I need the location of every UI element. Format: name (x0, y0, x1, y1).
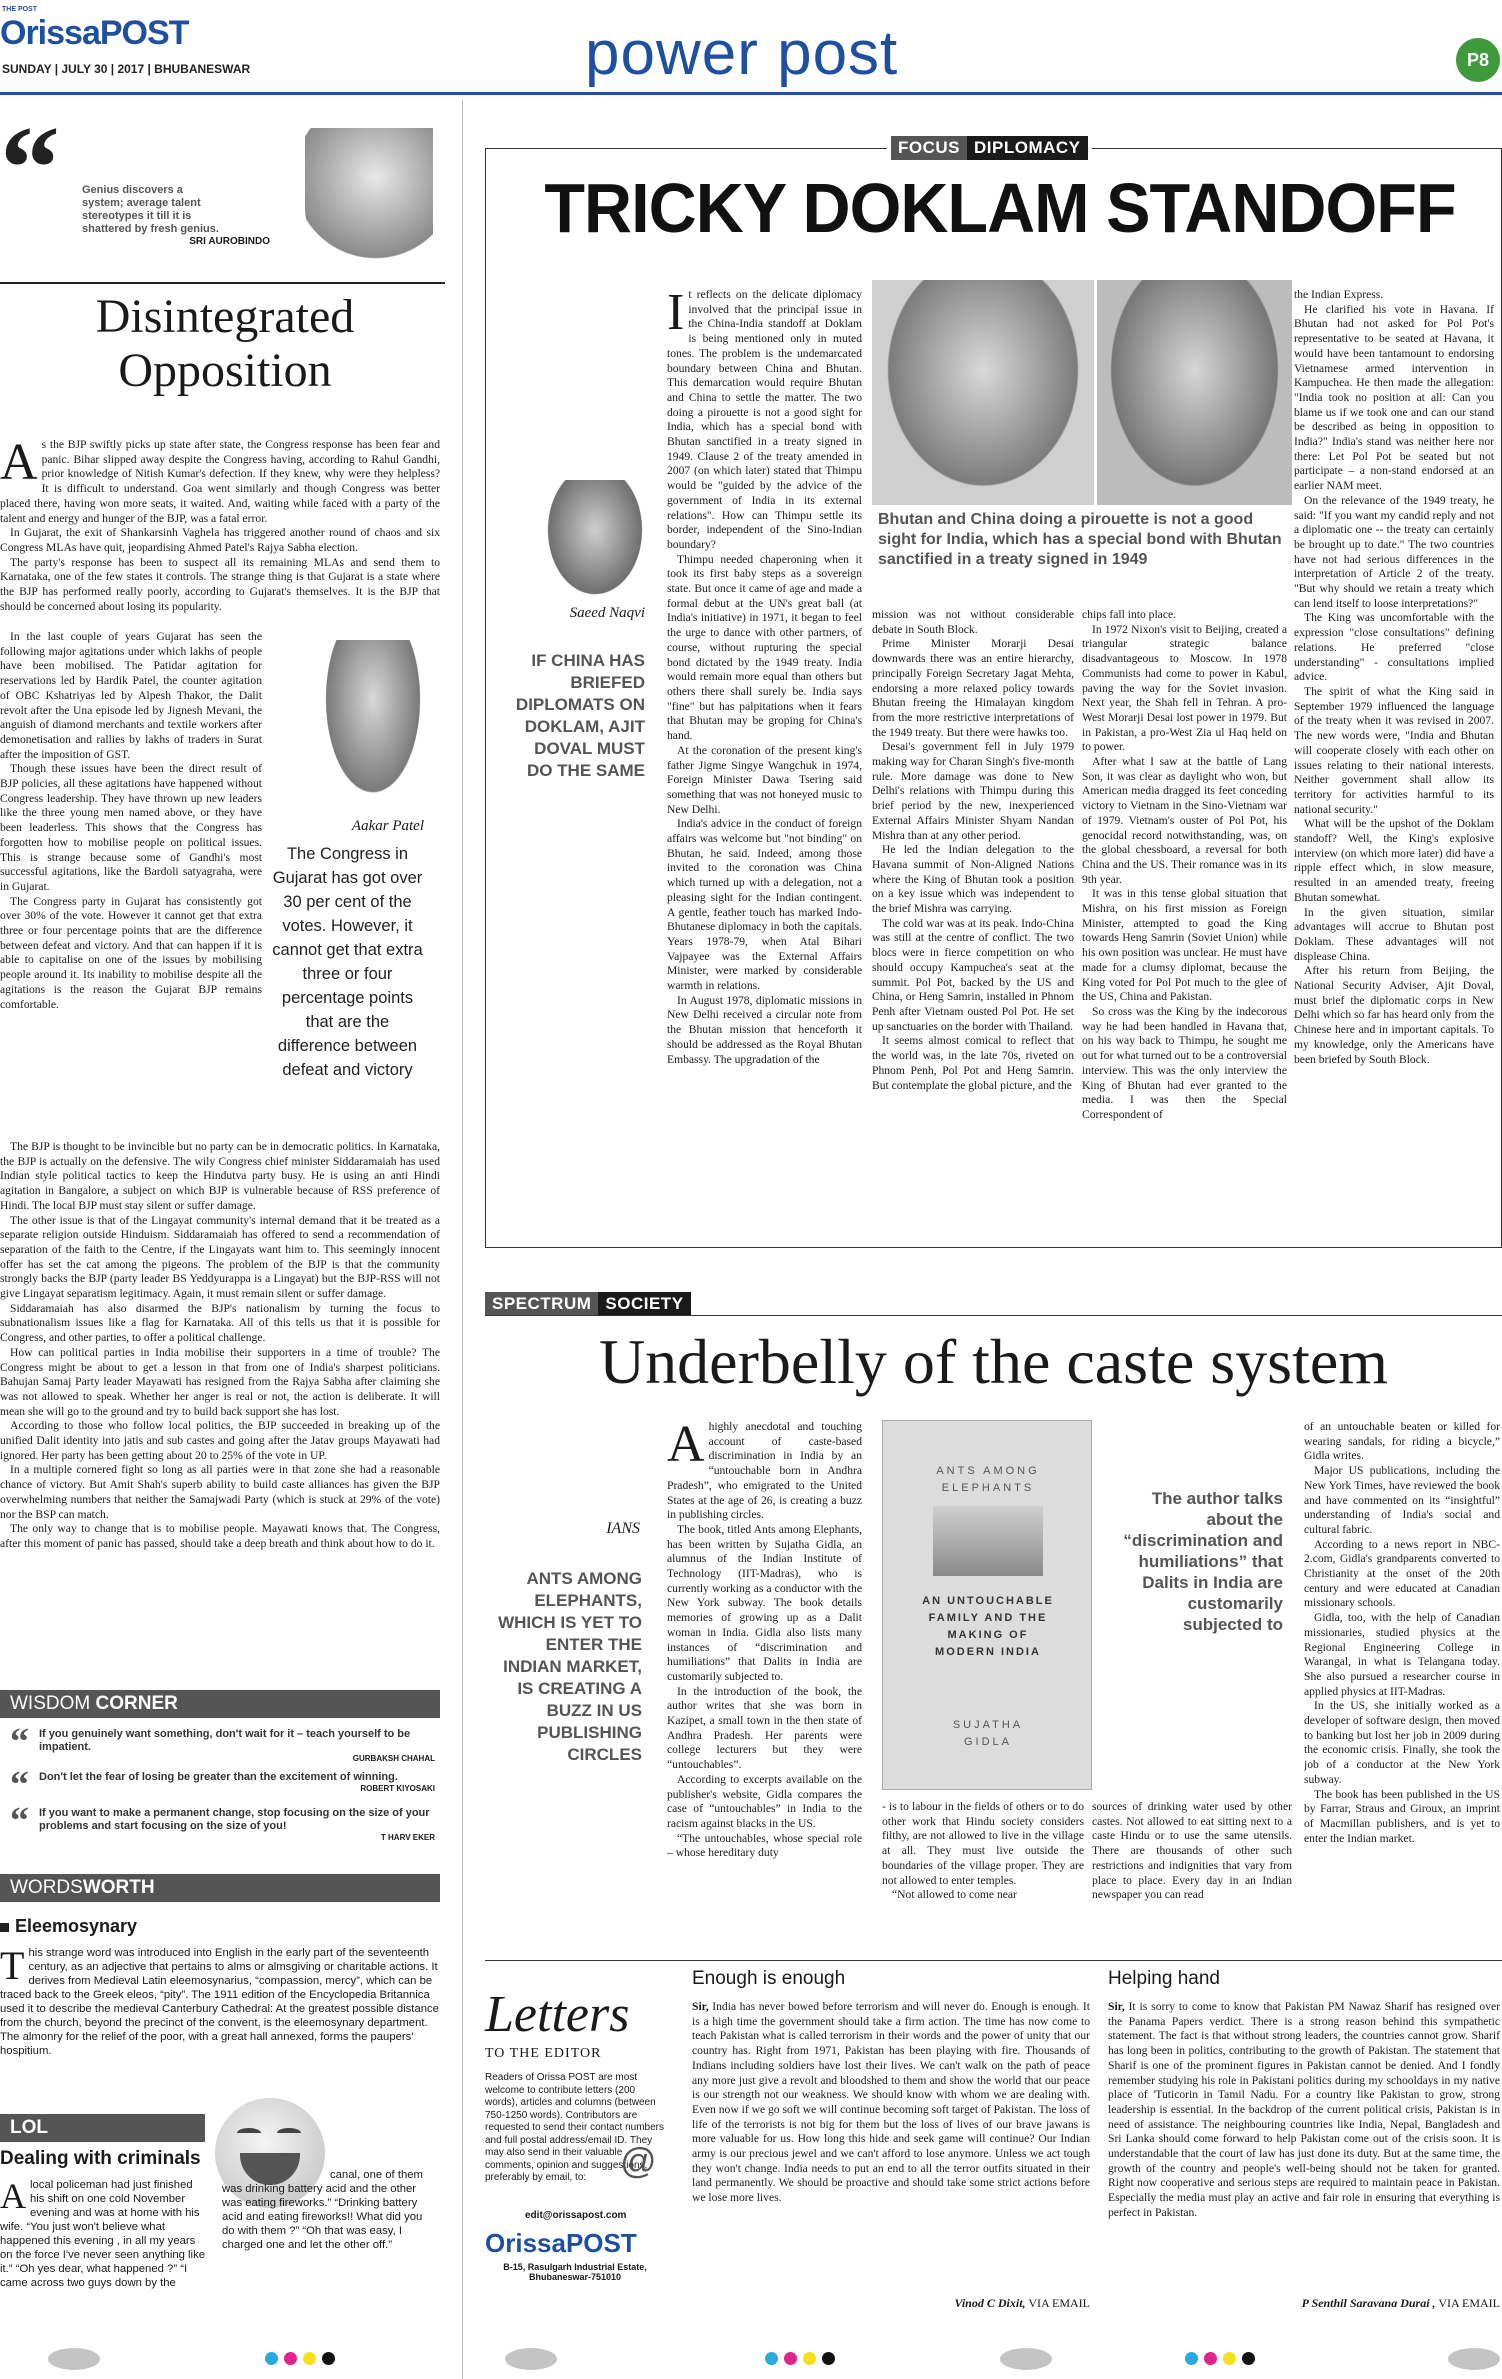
registration-mark (1448, 2348, 1500, 2370)
column-divider (462, 100, 463, 2379)
opinion-dropcap: A (0, 438, 38, 491)
opinion-para: In a multiple cornered fight so long as all parties were in that zone she had a reasonable chance of victory. But Amit Shah's superb ability to build caste alliances has given the BJP overwhelming numbers that neither the Samajwadi Party (which is stuck at 29% of the vote) nor the BSP can match. (0, 1463, 440, 1521)
opinion-body-bottom (0, 1140, 440, 1675)
doklam-para: The King was uncomfortable with the expression "close consultations" defining relations. He preferred "close understanding" - consultations implied advice. (1294, 611, 1494, 684)
doklam-headline: TRICKY DOKLAM STANDOFF (544, 169, 1456, 247)
opinion-para: In Gujarat, the exit of Shankarsinh Vaghela has triggered another round of chaos and six Congress MLAs have quit, jeopardising Ahmed Patel's Rajya Sabha election. (0, 526, 440, 554)
quote-mark-icon: “ (10, 1764, 29, 1806)
opinion-para: The only way to change that is to mobilise people. Mayawati knows that. The Congress, after this moment of panic has passed, should take a deep breath and think about how to do it. (0, 1522, 440, 1550)
wisdom-text: If you want to make a permanent change, stop focusing on the size of your problems and start focusing on the size of you! (39, 1807, 430, 1832)
opinion-para: The party's response has been to suspect all its remaining MLAs and send them to Karnataka, one of the few states it controls. The strange thing is that Gujarat is a state where the BJP has performed really poorly, according to Gujarat's themselves. It is the BJP that should be concerned about losing its popularity. (0, 555, 440, 613)
doklam-para: The cold war was at its peak. Indo-China was still at the centre of conflict. The two blocs were in fierce competition on who should occupy Kampuchea's seat at the summit. Pol Pot, backed by the US and China, or Heng Samrin, installed in Phnom Penh after Vietnam ousted Pol Pot. He set up sanctuaries on the border with Thailand. (872, 916, 1074, 1033)
wordsworth-text: his strange word was introduced into English in the early part of the seventeenth century, as an adjective that pertains to alms or almsgiving or charitable actions. It derives from Medieval Latin eleemosynarius, “compassion, mercy”, which can be traced back to the Greek eleos, “pity”. The 1911 edition of the Encyclopedia Britannica used it to describe the medieval Canterbury Cathedral: At the greatest possible distance from the church, beyond the precinct of the convent, is the eleemosynary department. The almonry for the relief of the poor, with a great hall annexed, forms the paupers' hospitium. (0, 1947, 439, 2057)
caste-para: In the introduction of the book, the author writes that she was born in Kazipet, a small town in the then state of Andhra Pradesh. Her parents were college lecturers but they were “untouchables”. (667, 1684, 862, 1772)
masthead-logo: OrissaPOST (0, 14, 189, 52)
wisdom-corner-header (0, 1690, 440, 1718)
doklam-kicker (887, 136, 1092, 160)
doklam-para: On the relevance of the 1949 treaty, he said: "If you want my candid reply and not a diplomatic one -- the treaty can certainly be brought up to date." The two countries have not had serious differences in the interpretation of Article 2 of the treaty. "But why should we retain a treaty which can lend itself to loose interpretations?" (1294, 493, 1494, 610)
wordsworth-word (0, 1916, 137, 1937)
color-bar (1185, 2352, 1261, 2370)
letters-title: Letters (485, 1986, 630, 2043)
doklam-pull-quote: IF CHINA HAS BRIEFED DIPLOMATS ON DOKLAM, AJIT DOVAL MUST DO THE SAME (515, 651, 645, 780)
quote-text: Genius discovers a system; average talent stereotypes it till it is shattered by fresh genius. (82, 184, 219, 235)
doklam-para: Thimpu needed chaperoning when it took its first baby steps as a sovereign state. But once it came of age and made a formal debut at the UN's great ball (at India's initiative) in 1971, it began to feel the urge to dance with other partners, of course, without rupturing the special bond dictated by the 1949 treaty. India would remain more equal than others but others there shall surely be. India says "fine" but has palpitations when it fears that Bhutan may be groping for China's hand. (667, 552, 862, 743)
saeed-naqvi-photo (540, 480, 650, 605)
wordsworth-heading-b: WORTH (82, 1877, 155, 1898)
wisdom-item (10, 1764, 435, 1806)
letters-at-icon: @ (620, 2140, 657, 2181)
aurobindo-portrait (305, 128, 433, 268)
caste-author-name: IANS (606, 1520, 640, 1537)
wisdom-text: If you genuinely want something, don't wait for it – teach yourself to be impatient. (39, 1728, 411, 1753)
letter1-name: Vinod C Dixit, (954, 2296, 1026, 2310)
opinion-para: The other issue is that of the Lingayat community's internal demand that it be treated as a separate religion outside Hinduism. Siddaramaiah has offered to send a recommendation of separation of the faith to the Centre, if the Lingayats want him to. This seemingly innocent offer has set the cat among the pigeons. The problem of the BJP is that the community strongly backs the BJP (party leader BS Yeddyurappa is a Lingayat) but the BJP-RSS will not give Lingayat separatism legitimacy. Again, it must remain silent or suffer damage. (0, 1213, 440, 1301)
doklam-para: What will be the upshot of the Doklam standoff? Well, the King's explosive interview (on which more later) did have a ripple effect which, in slow measure, resulted in an amended treaty, freeing Bhutan somewhat. (1294, 817, 1494, 904)
letter2-name: P Senthil Saravana Durai , (1301, 2296, 1436, 2310)
caste-side-quote: The author talks about the “discrimination and humiliations” that Dalits in India are customarily subjected to (1123, 1489, 1283, 1634)
masthead-rule (0, 92, 1502, 95)
registration-mark (505, 2348, 557, 2370)
doklam-col-3 (1082, 608, 1287, 1243)
doklam-dropcap: I (667, 288, 685, 341)
caste-para: highly anecdotal and touching account of caste-based discrimination in India by an “untouchable born in Andhra Pradesh”, who emigrated to the United States at the age of 26, is creating a buzz in publishing circles. (667, 1420, 862, 1522)
caste-para: Gidla, too, with the help of Canadian missionaries, studied physics at the Regional Engineering College in Warangal, in what is Telangana today. She also pursued a researcher course in applied physics at IIT-Madras. (1304, 1611, 1500, 1698)
wisdom-item (10, 1721, 435, 1763)
quote-box (0, 101, 435, 278)
wisdom-item (10, 1800, 435, 1842)
wisdom-author: GURBAKSH CHAHAL (352, 1754, 435, 1763)
wisdom-list (10, 1721, 435, 1850)
caste-para: - is to labour in the fields of others or to do other work that Hindu society considers filthy, are not allowed to live in the village at all. They must live outside the boundaries of the village proper. They are not allowed to enter temples. (882, 1800, 1084, 1887)
kicker-society: SOCIETY (598, 1292, 690, 1316)
caste-pull-quote: ANTS AMONG ELEPHANTS, WHICH IS YET TO ENTER THE INDIAN MARKET, IS CREATING A BUZZ IN US PUBLISHING CIRCLES (498, 1569, 642, 1764)
doklam-para: chips fall into place. (1082, 608, 1177, 621)
letter1-body (692, 2000, 1090, 2290)
section-title: power post (585, 19, 899, 88)
aakar-patel-photo (318, 640, 428, 808)
caste-top-rule (485, 1315, 1502, 1316)
opinion-author-name: Aakar Patel (351, 818, 424, 834)
doklam-para: India's advice in the conduct of foreign affairs was welcome but "not binding" on Bhutan, he said. Indeed, among those invited to the coronation was China which turned up with a delegation, not a pleasing sight for the Indian contingent. A gentle, feather touch has marked Indo-Bhutanese diplomacy in both the capitals. Years 1978-79, when Atal Bihari Vajpayee was the External Affairs Minister, were marked by considerable warmth in relations. (667, 817, 862, 993)
kicker-spectrum: SPECTRUM (485, 1292, 598, 1316)
letter2-place: VIA EMAIL (1438, 2296, 1500, 2310)
doklam-author-name: Saeed Naqvi (569, 605, 645, 621)
doklam-para: He clarified his vote in Havana. If Bhutan had not asked for Pol Pot's representative to be seated at Havana, it would have been tantamount to endorsing Vietnamese armed intervention in Kampuchea. He then made the allegation: "India took no position at all: Can you blame us if we took one and can our stand be described as being in opposition to India?" India's stand was neither here nor there: Let Pol Pot be seated but not participate – a non-stand endorsed at an earlier NAM meet. (1294, 302, 1494, 493)
doklam-para: the Indian Express. (1294, 288, 1384, 301)
color-bar (265, 2352, 341, 2370)
registration-mark (48, 2348, 100, 2370)
opinion-para: The BJP is thought to be invincible but no party can be in democratic politics. In Karnataka, the BJP is actually on the defensive. The wily Congress chief minister Siddaramaiah has used Indian style political tactics to keep the Hindutva party busy. He is using an anti Hindi agitation in Bangalore, a subject on which BJP is vulnerable because of RSS preference of Hindi. The local BJP must stay silent or suffer damage. (0, 1140, 440, 1212)
doklam-para: mission was not without considerable debate in South Block. (872, 608, 1074, 636)
opinion-para: Though these issues have been the direct result of BJP policies, all these agitations have happened without Congress leadership. They have thrown up new leaders like the three young men named above, or they have been leaderless. This shows that the Congress has forgotten how to mobilise people on political issues. This is strange because some of Gandhi's most successful agitations, like the Bardoli satyagraha, were in Gujarat. (0, 762, 262, 893)
doval-photo (872, 280, 1094, 505)
quote-rule (0, 282, 445, 284)
kicker-diplomacy: DIPLOMACY (967, 136, 1088, 160)
letter1-place: VIA EMAIL (1028, 2296, 1090, 2310)
caste-para: According to excerpts available on the publisher's website, Gidla compares the case of “untouchables” in India to the racism against blacks in the US. (667, 1772, 862, 1830)
letter2-body (1108, 2000, 1500, 2290)
letter2-salutation: Sir, (1108, 2000, 1125, 2013)
lol-heading: LOL (10, 2117, 48, 2138)
masthead-logo-tag: THE POST (2, 6, 38, 13)
wordsworth-dropcap: T (0, 1943, 25, 1988)
book-title-top: ANTS AMONG ELEPHANTS (936, 1465, 1040, 1494)
doklam-para: t reflects on the delicate diplomacy involved that the principal issue in the China-India standoff at Doklam is being mentioned only in muted tones. The problem is the undemarcated boundary between China and Bhutan. This demarcation would require Bhutan and China to settle the matter. The two doing a pirouette is not a good sight for India, which has a special bond with Bhutan sanctified in a treaty signed in 1949. Clause 2 of the treaty amended in 2007 (on which later) stated that Thimpu would be "guided by the advice of the government of India in its external relations". How can Thimpu settle its border, independent of the Sino-Indian boundary? (667, 288, 862, 551)
caste-para: In the US, she initially worked as a developer of software design, then moved to banking but lost her job in 2009 during the economic crisis. Finally, she took the job of a conductor at the New York subway. (1304, 1699, 1500, 1786)
lol-text: local policeman had just finished his shift on one cold November evening and was at home with his wife. “You just won't believe what happened this evening , in all my years on the force I've never seen anything like it.” “Oh yes dear, what happened ?” “I came across two guys down by the (0, 2179, 205, 2289)
wisdom-heading-a: WISDOM (10, 1693, 96, 1714)
doklam-photo-caption: Bhutan and China doing a pirouette is not a good sight for India, which has a special bond with Bhutan sanctified in a treaty signed in 1949 (878, 511, 1282, 568)
doklam-para: At the coronation of the present king's father Jigme Singye Wangchuk in 1974, Foreign Minister Dawa Tsering said something that was not honeyed music to New Delhi. (667, 743, 862, 816)
lol-text-right: canal, one of them was drinking battery acid and the other was eating fireworks.” “Drinking battery acid and eating fireworks!! What did you do with them ?” “Oh that was easy, I charged one and let the other off.” (222, 2169, 423, 2251)
lol-dropcap: A (0, 2176, 26, 2216)
square-bullet-icon (0, 1923, 9, 1932)
xi-photo (1097, 280, 1292, 505)
book-author: SUJATHA GIDLA (952, 1719, 1024, 1748)
doklam-para: In 1972 Nixon's visit to Beijing, created a triangular strategic balance disadvantageous to Moscow. In 1978 Communists had come to power in Kabul, paving the way for the Soviet invasion. Next year, the Shah fell in Tehran. A pro-West Morarji Desai lost power in 1979. But in Pakistan, a pro-West Zia ul Haq held on to power. (1082, 622, 1287, 754)
caste-para: The book, titled Ants among Elephants, has been written by Sujatha Gidla, an alumnus of the Indian Institute of Technology (IIT-Madras), who is currently working as a conductor with the New York subway. The book details memories of growing up as a Dalit woman in India. Gidla also lists many instances of “discrimination and humiliations” that Dalits in India are customarily subjected to. (667, 1522, 862, 1683)
caste-para: “Not allowed to come near (892, 1888, 1017, 1902)
opinion-para: s the BJP swiftly picks up state after state, the Congress response has been fear and panic. Bihar slipped away despite the Congress having, according to Rahul Gandhi, prior knowledge of Nitish Kumar's defection. If they knew, why were they helpless? It is difficult to understand. Goa went similarly and though Congress was better placed there, having won more seats, it waited. And, waiting while faced with a party of the talent and energy and hunger of the BJP, was a fatal error. (0, 438, 440, 525)
letter2-signature (1190, 2296, 1500, 2311)
book-family-photo (933, 1506, 1043, 1576)
doklam-para: After what I saw at the battle of Lang Son, it was clear as daylight who won, but American media dragged its feet conceding victory to Vietnam in the Sino-Vietnam war of 1979. Vietnam's ouster of Pol Pot, his genocidal record notwithstanding, was, on the global chessboard, a reversal for both China and the US. Their romance was in its 9th year. (1082, 755, 1287, 886)
letters-logo: OrissaPOST (485, 2228, 637, 2258)
doklam-para: In the given situation, similar advantages will accrue to Bhutan post Doklam. These advantages will not displease China. (1294, 905, 1494, 963)
quote-mark-icon: “ (0, 101, 60, 234)
letter2-title: Helping hand (1108, 1968, 1220, 1989)
doklam-col-4 (1294, 288, 1494, 1243)
caste-para: Major US publications, including the New York Times, have reviewed the book and have commented on its “insightful” understanding of India's social and cultural fabric. (1304, 1464, 1500, 1536)
wisdom-author: T HARV EKER (380, 1833, 435, 1842)
caste-headline: Underbelly of the caste system (598, 1326, 1389, 1397)
caste-col-2 (882, 1800, 1084, 1920)
wordsworth-word-text: Eleemosynary (15, 1916, 138, 1936)
masthead-dateline: SUNDAY | JULY 30 | 2017 | BHUBANESWAR (2, 62, 251, 76)
opinion-headline: Disintegrated Opposition (95, 290, 355, 397)
caste-col-4 (1304, 1420, 1500, 1920)
doklam-para: Prime Minister Morarji Desai downwards there was an entire hierarchy, principally Foreign Secretary Jagat Mehta, endorsing a more relaxed policy towards Bhutan freeing the Himalayan kingdom from the more restrictive interpretations of the 1949 treaty. But there were hawks too. (872, 637, 1074, 739)
letter1-salutation: Sir, (692, 2000, 709, 2013)
wisdom-heading-b: CORNER (95, 1693, 178, 1714)
opinion-para: The Congress party in Gujarat has consistently got over 30% of the vote. However it cannot get that extra three or four percentage points that are the difference between defeat and victory. And that can happen if it is able to capitalise on one of the issues by mobilising people around it. Its inability to mobilise despite all the agitations is the reason the Gujarat BJP remains comfortable. (0, 894, 262, 1011)
caste-para: sources of drinking water used by other castes. Not allowed to eat sitting next to a caste Hindu or to use the same utensils. There are thousands of other such restrictions and indignities that vary from place to place. Every day in an Indian newspaper you can read (1092, 1800, 1292, 1902)
opinion-para: According to those who follow local politics, the BJP succeeded in breaking up of the unified Dalit identity into jatis and sub castes and going after the Jatav groups Mayawati had ignored. Her party has been getting about 20 to 25% of the vote in UP. (0, 1419, 440, 1462)
caste-para: The book has been published in the US by Farrar, Straus and Giroux, an imprint of Macmillan publishers, and is yet to enter the Indian market. (1304, 1787, 1500, 1845)
page-number-badge: P8 (1456, 38, 1500, 82)
quote-mark-icon: “ (10, 1721, 29, 1763)
book-subtitle: AN UNTOUCHABLE FAMILY AND THE MAKING OF MODERN INDIA (922, 1595, 1054, 1658)
color-bar (765, 2352, 841, 2370)
wisdom-author: ROBERT KIYOSAKI (360, 1784, 435, 1793)
caste-col-3 (1092, 1800, 1292, 1920)
doklam-para: Desai's government fell in July 1979 making way for Charan Singh's five-month rule. More damage was done to New Delhi's relations with Thimpu during this brief period by the new, inexperienced External Affairs Minister Shyam Nandan Mishra than at any other period. (872, 740, 1074, 842)
letter2-text: It is sorry to come to know that Pakistan PM Nawaz Sharif has resigned over the Panama Papers verdict. There is a strong reason behind this sympathetic statement. The fact is that without strong leaders, the countries cannot grow. Sharif has long been in politics, contributing to the growth of Pakistan. The statement that Sharif is one of the prominent figures in Pakistan cannot be denied. And I fondly remember studying his role in Pakistani politics during my schooldays in my native place of 'Tuticorin in Tamil Nadu. For a country like Pakistan to grow, strong leadership is essential. In the backdrop of the current political crisis, Pakistan is in need of assistance. The neighbouring countries like India, Nepal, Bangladesh and Sri Lanka should come forward to help Pakistan come out of the crisis soon. It is understandable that the court of law has just done its duty. But at the same time, the growth of the country and people's well-being should not be taken for granted. Right now cooperative and serious steps are required to maintain peace in Pakistan. Especially the media must play an active and fair role in ensuring that everything is perfect in Pakistan. (1108, 2000, 1500, 2219)
lol-title: Dealing with criminals (0, 2148, 201, 2169)
kicker-focus: FOCUS (891, 136, 967, 160)
doklam-para: It seems almost comical to reflect that the world was, in the late 70s, riveted on Phnom Penh, Pol Pot and Heng Samrin. But contemplate the global picture, and the (872, 1034, 1074, 1092)
doklam-para: He led the Indian delegation to the Havana summit of Non-Aligned Nations where the King of Bhutan took a position on a key issue which was independent to the brief Mishra was carrying. (872, 843, 1074, 916)
opinion-body-top (0, 438, 440, 628)
letters-email: edit@orissapost.com (525, 2210, 627, 2221)
doklam-para: In August 1978, diplomatic missions in New Delhi received a circular note from the Bhutan mission that henceforth it should be addressed as the Royal Bhutan Embassy. The upgradation of the (667, 993, 862, 1066)
opinion-body-narrow (0, 630, 262, 1140)
registration-mark (1000, 2348, 1052, 2370)
opinion-pull-quote: The Congress in Gujarat has got over 30 per cent of the votes. However, it cannot get that extra three or four percentage points that are the difference between defeat and victory (272, 845, 423, 1079)
doklam-col-1 (667, 288, 862, 1243)
letter1-signature (880, 2296, 1090, 2311)
lol-text-left (0, 2178, 205, 2290)
caste-kicker (485, 1292, 691, 1316)
letters-top-rule (485, 1960, 1502, 1961)
caste-para: “The untouchables, whose special role – whose hereditary duty (667, 1831, 862, 1860)
opinion-para: In the last couple of years Gujarat has seen the following major agitations under which lakhs of people have been mobilised. The Patidar agitation for reservations led by Hardik Patel, the counter agitation of OBC Kshatriyas led by Alpesh Thakor, the Dalit revolt after the Una episode led by Jignesh Mevani, the anguish of diamond merchants and textile workers after demonetisation and rallies by lakhs of traders in Surat after the imposition of GST. (0, 630, 262, 761)
letters-intro: Readers of Orissa POST are most welcome to contribute letters (200 words), articles and columns (between 750-1250 words). Contributors are requested to send their contact numbers and full postal address/email ID. They may also send in their valuable comments, opinion and suggestions, preferably by email, to: (485, 2072, 664, 2183)
letter1-title: Enough is enough (692, 1968, 846, 1989)
quote-mark-icon: “ (10, 1800, 29, 1842)
quote-author: SRI AUROBINDO (189, 236, 270, 247)
letter1-text: India has never bowed before terrorism and will never do. Enough is enough. It is a high time the government should take a firm action. The time has now come to teach Pakistan what is called terrorism in their words and the power of unity that our country has. Right from 1971, Pakistan has been playing with fire. Thousands of Indians including soldiers have lost their lives. We can't walk on the path of peace any more just give a revolt and bloodshed to them and show the world that our peace is our strength not our weakness. We should know with whom we are dealing with. Even now if we go soft we will continue becoming soft target of Pakistan. The loss of life of the terrorists is not big for them but the loss of lives of our brave jawans is more valuable for us. How long this hide and seek game will continue? Our Indian army is our precious jewel and we can't afford to lose anymore. Unless we act tough they won't change. India needs to put an end to all the terror outfits situated in their land permanently. We should be proactive and should take some strict actions before we lose more lives. (692, 2000, 1090, 2205)
caste-para: of an untouchable beaten or killed for wearing sandals, for riding a bicycle,” Gidla writes. (1304, 1420, 1500, 1463)
book-cover (882, 1420, 1092, 1790)
lol-header (0, 2114, 205, 2142)
caste-col-1 (667, 1420, 862, 1920)
wordsworth-header (0, 1874, 440, 1902)
wisdom-text: Don't let the fear of losing be greater than the excitement of winning. (39, 1771, 398, 1783)
wordsworth-body (0, 1943, 440, 2058)
caste-para: According to a news report in NBC-2.com, Gidla's grandparents converted to Christianity at the onset of the 20th century and were educated at Canadian missionary schools. (1304, 1537, 1500, 1610)
doklam-col-2 (872, 608, 1074, 1243)
doklam-para: The spirit of what the King said in September 1979 influenced the language of the treaty when it was revised in 2007. The new words were, "India and Bhutan will cooperate closely with each other on issues relating to their national interests. Neither government shall allow its territory for activities harmful to its national security." (1294, 684, 1494, 816)
opinion-para: How can political parties in India mobilise their supporters in a time of trouble? The Congress might be about to get a lesson in that from one of India's sharpest politicians. Bahujan Samaj Party leader Mayawati has resigned from the Rajya Sabha after claiming she was not allowed to speak. Whether her anger is real or not, the action is deliberate. It will mean she will go to the ground and try to build back support she has lost. (0, 1345, 440, 1418)
letters-subtitle: TO THE EDITOR (485, 2046, 602, 2061)
doklam-para: After his return from Beijing, the National Security Adviser, Ajit Doval, must brief the diplomatic corps in New Delhi which so far has heard only from the Chinese here and in important capitals. To my knowledge, only the Americans have been briefed by South Block. (1294, 964, 1494, 1066)
masthead (0, 0, 1502, 100)
letters-address: B-15, Rasulgarh Industrial Estate, Bhubaneswar-751010 (503, 2262, 647, 2282)
wordsworth-heading-a: WORDS (10, 1877, 83, 1898)
opinion-para: Siddaramaiah has also disarmed the BJP's nationalism by turning the focus to subnationalism issues like a flag for Karnataka. All of this tells us that it is possible for Congress, and other parties, to offer a political challenge. (0, 1301, 440, 1345)
doklam-para: So cross was the King by the indecorous way he had been handled in Havana that, on his way back to Thimpu, he sought me out for what turned out to be a controversial interview. This was the only interview the King of Bhutan had ever granted to the media. I was then the Special Correspondent of (1082, 1004, 1287, 1121)
caste-dropcap: A (667, 1420, 705, 1473)
doklam-para: It was in this tense global situation that Mishra, on his first mission as Foreign Minister, attempted to goad the King towards Heng Samrin (Soviet Union) while his own position was unclear. He must have made for a clumsy diplomat, because the King voted for Pol Pot much to the glee of the US, China and Pakistan. (1082, 887, 1287, 1004)
